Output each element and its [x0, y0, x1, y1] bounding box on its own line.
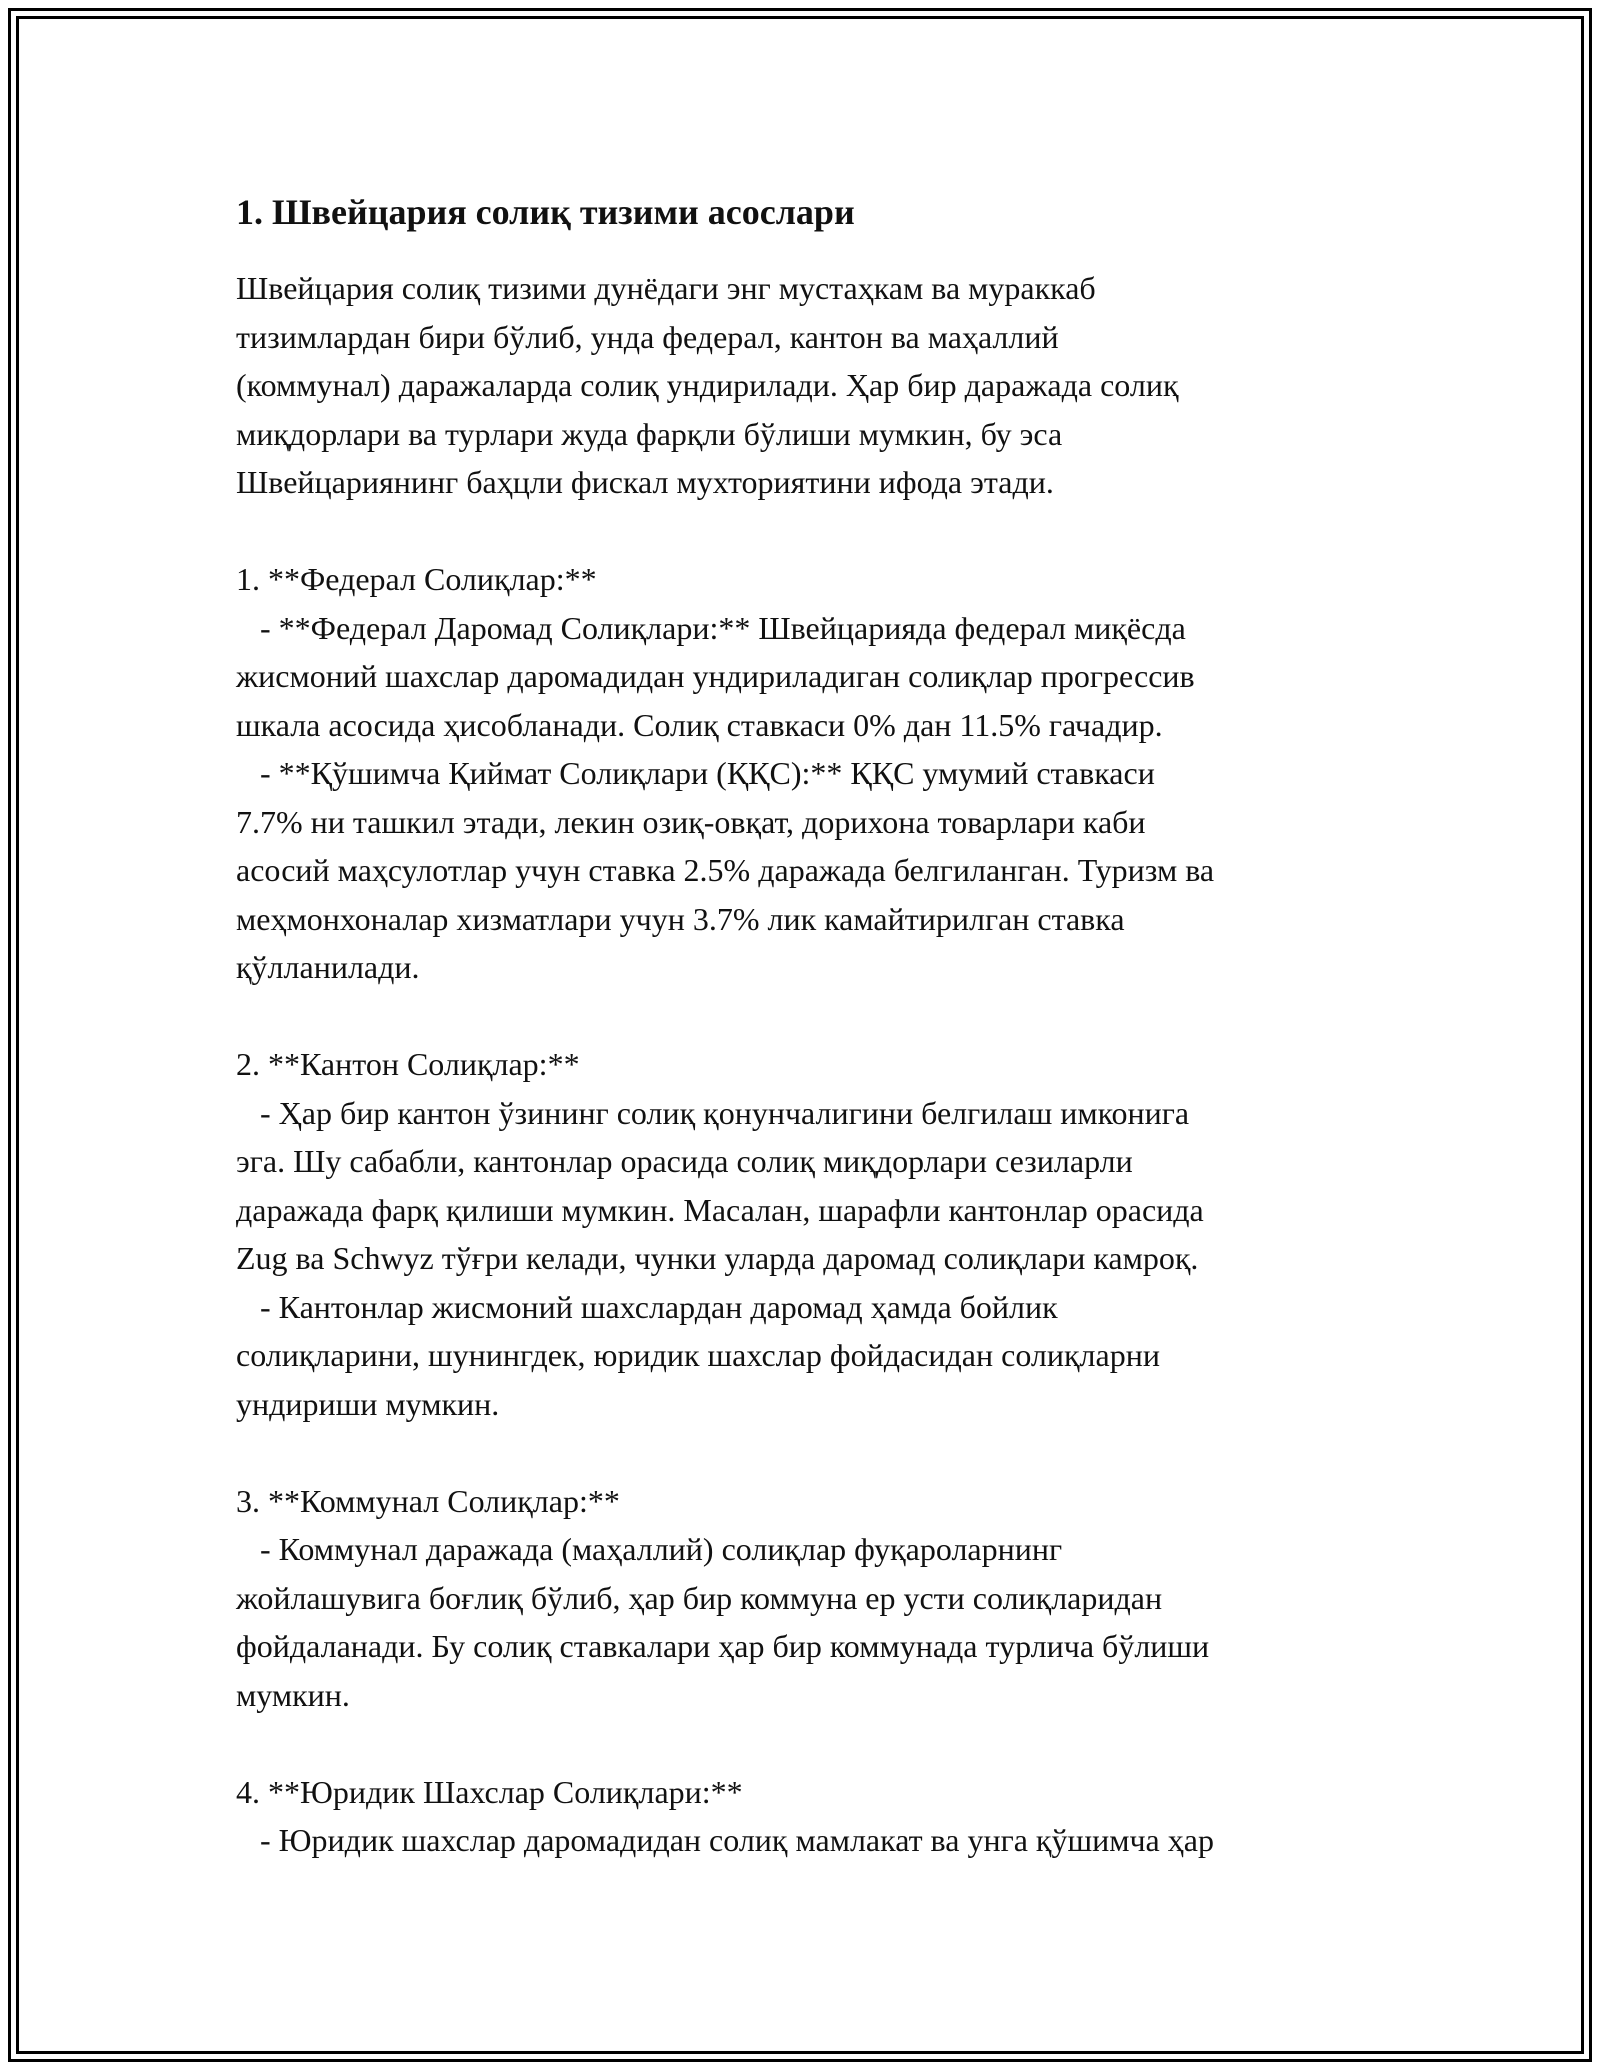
section-heading: 1. Швейцария солиқ тизими асослари [236, 192, 855, 232]
canton-taxes-paragraph [236, 1040, 1386, 1428]
corporate-taxes-paragraph [236, 1768, 1386, 1865]
text-line: даражада фарқ қилиши мумкин. Масалан, шарафли кантонлар орасида [236, 1191, 1204, 1228]
text-line: тизимлардан бири бўлиб, унда федерал, кантон ва маҳаллий [236, 318, 1059, 355]
text-line: (коммунал) даражаларда солиқ ундирилади. Ҳар бир даражада солиқ [236, 367, 1179, 403]
text-line: - **Федерал Даромад Солиқлари:** Швейцарияда федерал миқёсда [236, 609, 1186, 646]
text-line: Швейцариянинг баҳцли фискал мухториятини ифода этади. [236, 464, 1054, 500]
text-line: - Кантонлар жисмоний шахслардан даромад ҳамда бойлик [236, 1288, 1058, 1325]
text-line: Zug ва Schwyz тўғри келади, чунки уларда даромад солиқлари камроқ. [236, 1240, 1199, 1276]
text-line: - Коммунал даражада (маҳаллий) солиқлар фуқароларнинг [236, 1531, 1063, 1567]
text-line: жисмоний шахслар даромадидан ундириладиган солиқлар прогрессив [236, 658, 1195, 694]
text-line: 7.7% ни ташкил этади, лекин озиқ-овқат, дорихона товарлари каби [236, 803, 1146, 840]
communal-taxes-paragraph [236, 1477, 1386, 1720]
text-line: ундириши мумкин. [236, 1385, 500, 1422]
text-line: миқдорлари ва турлари жуда фарқли бўлиши мумкин, бу эса [236, 415, 1063, 452]
text-line: жойлашувига боғлиқ бўлиб, ҳар бир коммуна ер усти солиқларидан [236, 1579, 1163, 1616]
text-line: эга. Шу сабабли, кантонлар орасида солиқ миқдорлари сезиларли [236, 1143, 1133, 1179]
text-line: солиқларини, шунингдек, юридик шахслар фойдасидан солиқларни [236, 1337, 1160, 1373]
federal-taxes-paragraph [236, 555, 1386, 992]
text-line: 2. **Кантон Солиқлар:** [236, 1046, 580, 1082]
text-line: - **Қўшимча Қиймат Солиқлари (ҚҚС):** ҚҚС умумий ставкаси [236, 755, 1155, 791]
text-line: - Юридик шахслар даромадидан солиқ мамлакат ва унга қўшимча ҳар [236, 1822, 1214, 1858]
text-line: қўлланилади. [236, 949, 420, 985]
text-line: мумкин. [236, 1676, 350, 1713]
text-line: - Ҳар бир кантон ўзининг солиқ қонунчалигини белгилаш имконига [236, 1094, 1190, 1131]
text-line: 4. **Юридик Шахслар Солиқлари:** [236, 1773, 743, 1810]
text-line: Швейцария солиқ тизими дунёдаги энг мустаҳкам ва мураккаб [236, 270, 1096, 306]
text-line: 1. **Федерал Солиқлар:** [236, 561, 597, 597]
document-page [236, 188, 1386, 1913]
text-line: меҳмонхоналар хизматлари учун 3.7% лик камайтирилган ставка [236, 900, 1125, 937]
text-line: 3. **Коммунал Солиқлар:** [236, 1482, 620, 1519]
text-line: шкала асосида ҳисобланади. Солиқ ставкаси 0% дан 11.5% гачадир. [236, 706, 1163, 743]
text-line: фойдаланади. Бу солиқ ставкалари ҳар бир коммунада турлича бўлиши [236, 1628, 1210, 1664]
text-line: асосий маҳсулотлар учун ставка 2.5% даражада белгиланган. Туризм ва [236, 852, 1215, 888]
intro-paragraph [236, 264, 1386, 507]
